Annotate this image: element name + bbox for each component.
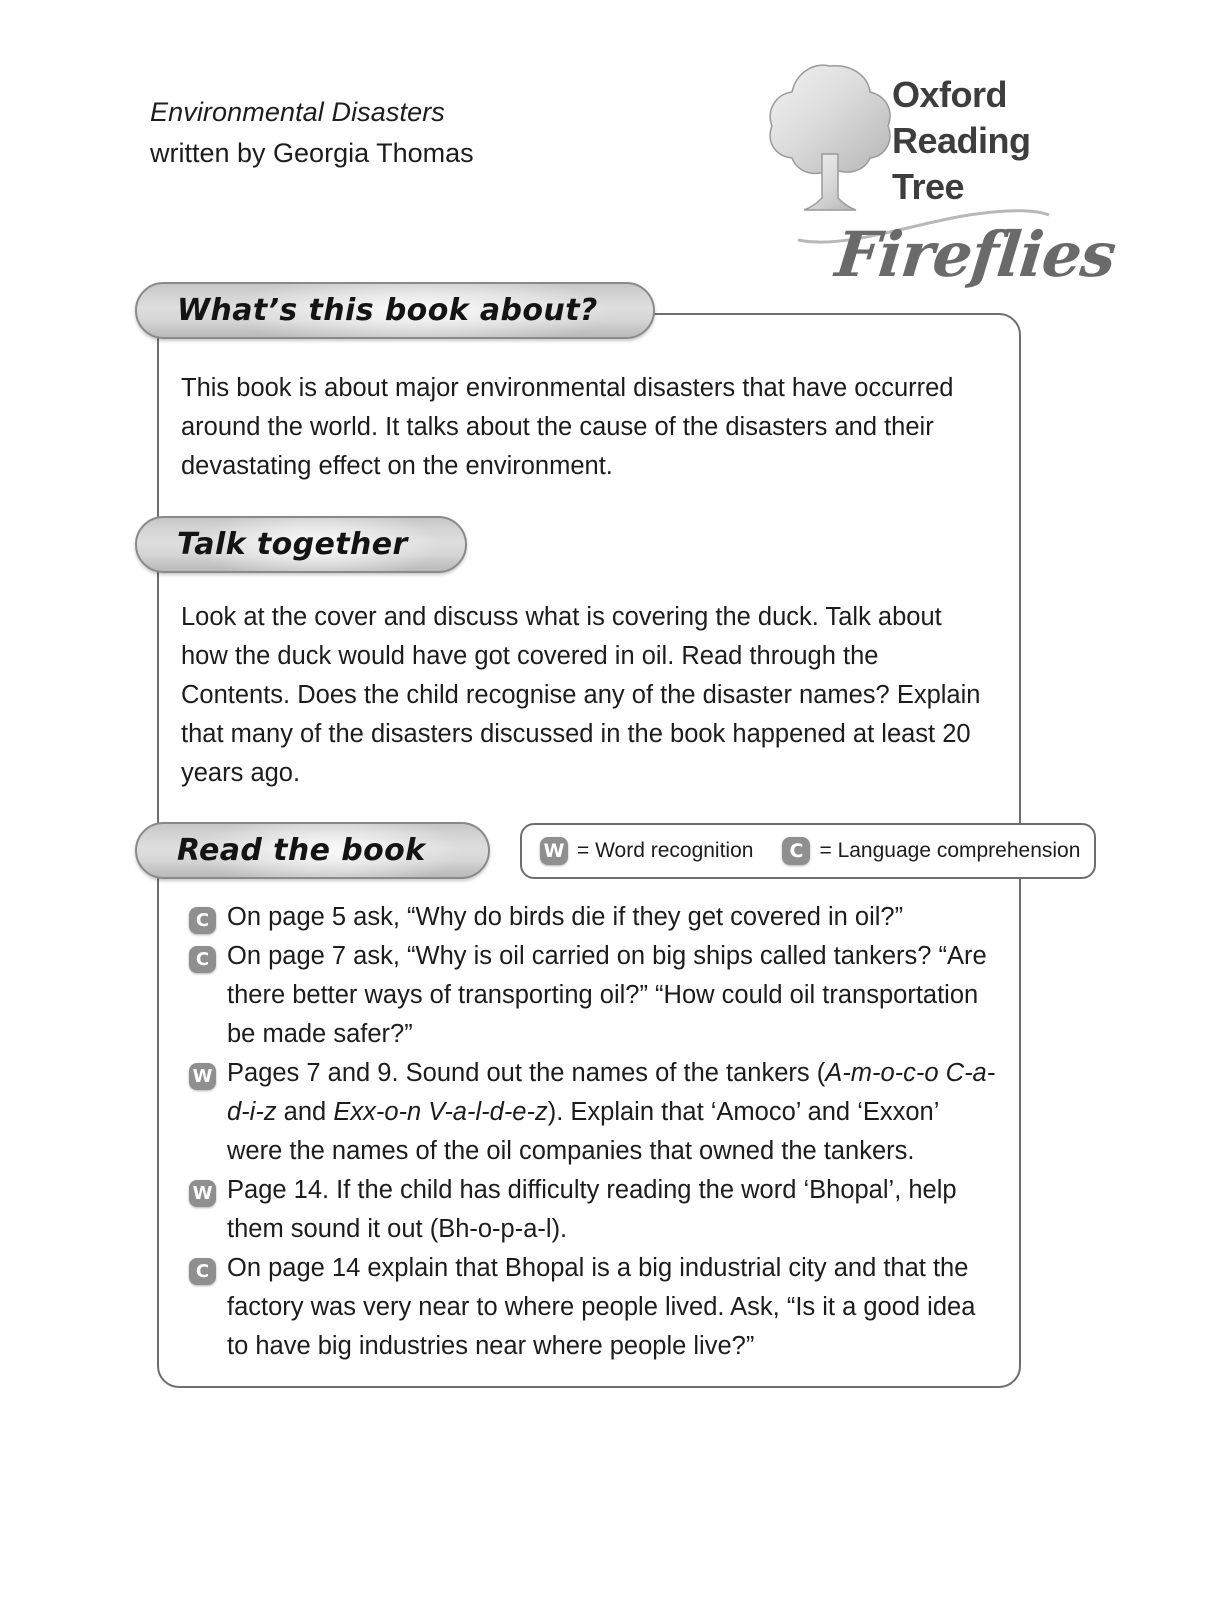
list-item-text: Page 14. If the child has difficulty reading the word ‘Bhopal’, help them sound it out (Bh-o-p-a-l). xyxy=(227,1176,957,1243)
legend-language-comprehension-label: = Language comprehension xyxy=(819,839,1081,862)
page-title: Environmental Disasters xyxy=(150,97,445,127)
list-item-text: On page 5 ask, “Why do birds die if they get covered in oil?” xyxy=(227,903,904,931)
legend-box xyxy=(520,823,1096,879)
tree-icon xyxy=(760,58,900,223)
section-heading-read-the-book xyxy=(135,822,490,879)
word-recognition-badge: W xyxy=(189,1063,216,1090)
list-item-text-middle: and xyxy=(276,1098,334,1126)
list-item xyxy=(189,1171,999,1249)
section-heading-read-the-book-label: Read the book xyxy=(177,833,426,868)
list-item-text-after: ). Explain that ‘Amoco’ and ‘Exxon’ were the names of the oil companies that owned the tankers. xyxy=(227,1098,939,1165)
read-the-book-list xyxy=(189,898,999,1366)
list-item xyxy=(189,898,999,937)
logo-line-oxford: Oxford xyxy=(892,74,1008,115)
section-heading-talk-together xyxy=(135,516,467,573)
logo-series-name: Fireflies xyxy=(832,218,1119,291)
comprehension-badge: C xyxy=(189,907,216,934)
word-recognition-badge: W xyxy=(540,837,568,865)
book-author: written by Georgia Thomas xyxy=(150,138,474,168)
section-heading-talk-together-label: Talk together xyxy=(177,527,408,562)
comprehension-badge: C xyxy=(189,946,216,973)
list-item-badge-column xyxy=(189,1171,216,1207)
comprehension-badge: C xyxy=(782,837,810,865)
talk-together-body-text: Look at the cover and discuss what is covering the duck. Talk about how the duck would have got covered in oil. Read through the Contents. Does the child recognise any of the disaster names? Explain that many of the disasters discussed in the book happened at least 20 years ago. xyxy=(181,603,981,787)
list-item-badge-column xyxy=(189,1249,216,1285)
logo-line-reading: Reading xyxy=(892,120,1031,161)
list-item-text-before: Pages 7 and 9. Sound out the names of the tankers ( xyxy=(227,1059,826,1087)
list-item-badge-column xyxy=(189,937,216,973)
list-item-tanker-name-2: Exx-o-n V-a-l-d-e-z xyxy=(333,1098,548,1126)
list-item-text xyxy=(216,1054,999,1171)
list-item-badge-column xyxy=(189,898,216,934)
header-title-block xyxy=(150,92,750,174)
comprehension-badge: C xyxy=(189,1258,216,1285)
list-item xyxy=(189,1249,999,1366)
section-heading-about xyxy=(135,282,655,339)
list-item xyxy=(189,1054,999,1171)
list-item-text: On page 7 ask, “Why is oil carried on big ships called tankers? “Are there better ways of transporting oil?” “How could oil transportation be made safer?” xyxy=(227,942,987,1048)
about-body-text: This book is about major environmental disasters that have occurred around the world. It talks about the cause of the disasters and their devastating effect on the environment. xyxy=(181,374,954,480)
legend-entry-word-recognition xyxy=(540,837,760,865)
oxford-reading-tree-logo xyxy=(752,46,1119,296)
word-recognition-badge: W xyxy=(189,1180,216,1207)
list-item-badge-column xyxy=(189,1054,216,1090)
section-heading-about-label: What’s this book about? xyxy=(177,293,598,328)
list-item xyxy=(189,937,999,1054)
list-item-text: On page 14 explain that Bhopal is a big industrial city and that the factory was very near to where people lived. Ask, “Is it a good idea to have big industries near where people live?” xyxy=(227,1254,976,1360)
list-item-tanker-name-1: A-m-o-c-o C-a-d-i-z xyxy=(227,1059,996,1126)
legend-word-recognition-label: = Word recognition xyxy=(577,839,754,862)
legend-entry-language-comprehension xyxy=(782,837,1087,865)
logo-line-tree: Tree xyxy=(892,166,965,207)
logo-wordmark xyxy=(892,72,1062,210)
